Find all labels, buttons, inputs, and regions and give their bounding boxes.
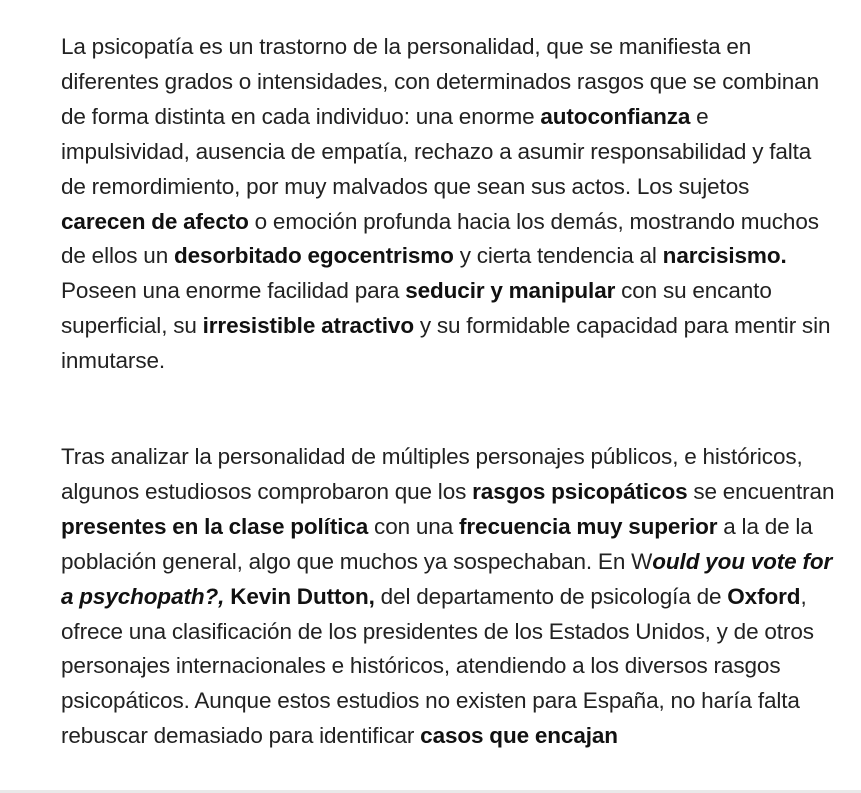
paragraph-psicopatia <box>61 30 836 379</box>
author-name: Kevin Dutton, <box>230 583 375 609</box>
text-run: con una <box>368 513 459 539</box>
text-run: e impulsividad, ausencia de empatía, rechazo a asumir responsabilidad y falta de remordimiento, por muy malvados que sean sus actos. Los sujetos <box>61 103 812 199</box>
book-title: ould you vote for a psychopath?, <box>61 548 833 609</box>
text-run: Tras analizar la personalidad de múltiples personajes públicos, e históricos, algunos estudiosos comprobaron que los <box>61 444 803 504</box>
bold-run: autoconfianza <box>540 103 691 129</box>
text-run: con su encanto superficial, su <box>61 278 772 339</box>
bold-run: casos que encajan <box>420 723 618 749</box>
bold-run: presentes en la clase política <box>61 513 369 539</box>
text-run: La psicopatía es un trastorno de la personalidad, que se manifiesta en diferentes grados o intensidades, con determinados rasgos que se combinan de forma distinta en cada individuo: una enorme <box>61 34 819 129</box>
bold-run: irresistible atractivo <box>202 313 414 339</box>
text-run: Poseen una enorme facilidad para <box>61 278 406 304</box>
bold-run: seducir y manipular <box>405 278 616 304</box>
text-run: se encuentran <box>687 478 835 504</box>
text-run: o emoción profunda hacia los demás, mostrando muchos de ellos un <box>61 208 819 269</box>
text-run: y su formidable capacidad para mentir sin inmutarse. <box>61 313 831 374</box>
paragraph-politica <box>61 440 836 754</box>
bold-run: Oxford <box>727 583 801 609</box>
text-run: y cierta tendencia al <box>453 243 663 269</box>
bold-run: carecen de afecto <box>61 208 249 234</box>
text-run: a la de la población general, algo que muchos ya sospechaban. En W <box>61 513 813 574</box>
bold-run: frecuencia muy superior <box>458 513 718 539</box>
bold-run: desorbitado egocentrismo <box>173 243 454 269</box>
text-run: del departamento de psicología de <box>374 583 728 609</box>
bold-run: narcisismo. <box>662 243 787 269</box>
text-run: , ofrece una clasificación de los presidentes de los Estados Unidos, y de otros personajes internacionales e históricos, atendiendo a los diversos rasgos psicopáticos. Aunque estos estudios no existen para España, no haría falta rebuscar demasiado para identificar <box>61 583 814 749</box>
bold-run: rasgos psicopáticos <box>472 478 688 504</box>
clipped-heading-remnant <box>200 0 720 6</box>
